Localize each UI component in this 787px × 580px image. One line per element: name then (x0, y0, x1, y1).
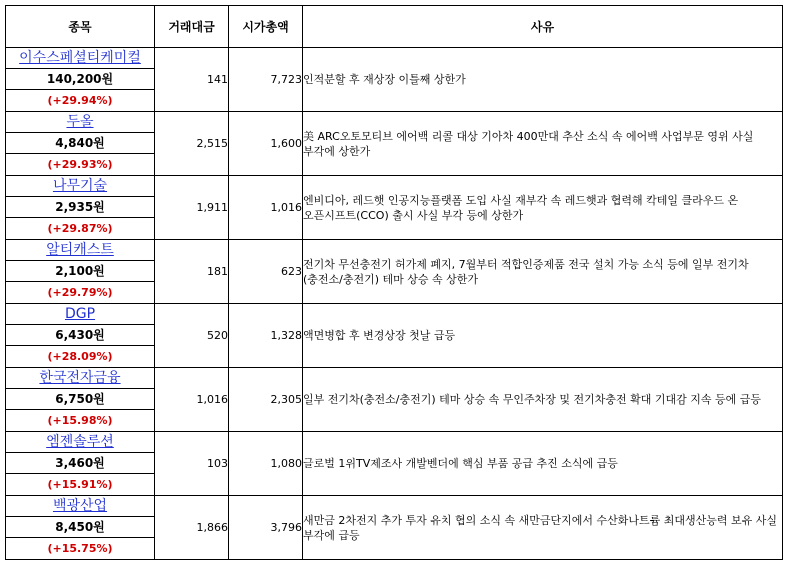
stock-name-link[interactable]: 엠젠솔루션 (6, 432, 155, 453)
reason-cell: 글로벌 1위TV제조사 개발벤더에 핵심 부품 공급 추진 소식에 급등 (303, 432, 783, 496)
price-cell: 6,750원 (6, 389, 155, 410)
market-cap-cell: 7,723 (229, 48, 303, 112)
table-row (6, 240, 783, 261)
change-rate-cell: (+15.91%) (6, 474, 155, 496)
header-volume: 거래대금 (155, 6, 229, 48)
market-cap-cell: 1,016 (229, 176, 303, 240)
change-rate-cell: (+29.94%) (6, 90, 155, 112)
table-row (6, 48, 783, 69)
header-market-cap: 시가총액 (229, 6, 303, 48)
reason-cell: 엔비디아, 레드햇 인공지능플랫폼 도입 사실 재부각 속 레드햇과 협력해 칵테일 클라우드 온 오픈시프트(CCO) 출시 사실 부각 등에 상한가 (303, 176, 783, 240)
change-rate-cell: (+29.93%) (6, 154, 155, 176)
table-row (6, 176, 783, 197)
stock-name-link[interactable]: 두올 (6, 112, 155, 133)
stock-table (5, 5, 783, 560)
market-cap-cell: 623 (229, 240, 303, 304)
trading-volume-cell: 103 (155, 432, 229, 496)
price-cell: 2,100원 (6, 261, 155, 282)
stock-name-link[interactable]: 알티캐스트 (6, 240, 155, 261)
stock-name-link[interactable]: 나무기술 (6, 176, 155, 197)
market-cap-cell: 1,600 (229, 112, 303, 176)
market-cap-cell: 1,328 (229, 304, 303, 368)
reason-cell: 인적분할 후 재상장 이틀째 상한가 (303, 48, 783, 112)
trading-volume-cell: 141 (155, 48, 229, 112)
table-row (6, 432, 783, 453)
stock-name-link[interactable]: 이수스페셜티케미컬 (6, 48, 155, 69)
stock-name-link[interactable]: 한국전자금융 (6, 368, 155, 389)
price-cell: 8,450원 (6, 517, 155, 538)
price-cell: 6,430원 (6, 325, 155, 346)
trading-volume-cell: 1,866 (155, 496, 229, 560)
trading-volume-cell: 2,515 (155, 112, 229, 176)
change-rate-cell: (+15.75%) (6, 538, 155, 560)
reason-cell: 일부 전기차(충전소/충전기) 테마 상승 속 무인주차장 및 전기차충전 확대 기대감 지속 등에 급등 (303, 368, 783, 432)
header-row (6, 6, 783, 48)
market-cap-cell: 3,796 (229, 496, 303, 560)
header-reason: 사유 (303, 6, 783, 48)
trading-volume-cell: 520 (155, 304, 229, 368)
header-name: 종목 (6, 6, 155, 48)
stock-name-link[interactable]: DGP (6, 304, 155, 325)
trading-volume-cell: 1,016 (155, 368, 229, 432)
table-row (6, 496, 783, 517)
reason-cell: 액면병합 후 변경상장 첫날 급등 (303, 304, 783, 368)
change-rate-cell: (+29.79%) (6, 282, 155, 304)
change-rate-cell: (+29.87%) (6, 218, 155, 240)
change-rate-cell: (+28.09%) (6, 346, 155, 368)
price-cell: 3,460원 (6, 453, 155, 474)
trading-volume-cell: 181 (155, 240, 229, 304)
trading-volume-cell: 1,911 (155, 176, 229, 240)
market-cap-cell: 1,080 (229, 432, 303, 496)
change-rate-cell: (+15.98%) (6, 410, 155, 432)
table-row (6, 368, 783, 389)
market-cap-cell: 2,305 (229, 368, 303, 432)
table-row (6, 304, 783, 325)
reason-cell: 전기차 무선충전기 허가제 폐지, 7월부터 적합인증제품 전국 설치 가능 소식 등에 일부 전기차(충전소/충전기) 테마 상승 속 상한가 (303, 240, 783, 304)
table-body (6, 48, 783, 560)
table-row (6, 112, 783, 133)
price-cell: 140,200원 (6, 69, 155, 90)
reason-cell: 새만금 2차전지 추가 투자 유치 협의 소식 속 새만금단지에서 수산화나트륨 최대생산능력 보유 사실 부각에 급등 (303, 496, 783, 560)
price-cell: 2,935원 (6, 197, 155, 218)
stock-name-link[interactable]: 백광산업 (6, 496, 155, 517)
reason-cell: 美 ARC오토모티브 에어백 리콜 대상 기아차 400만대 추산 소식 속 에어백 사업부문 영위 사실 부각에 상한가 (303, 112, 783, 176)
price-cell: 4,840원 (6, 133, 155, 154)
